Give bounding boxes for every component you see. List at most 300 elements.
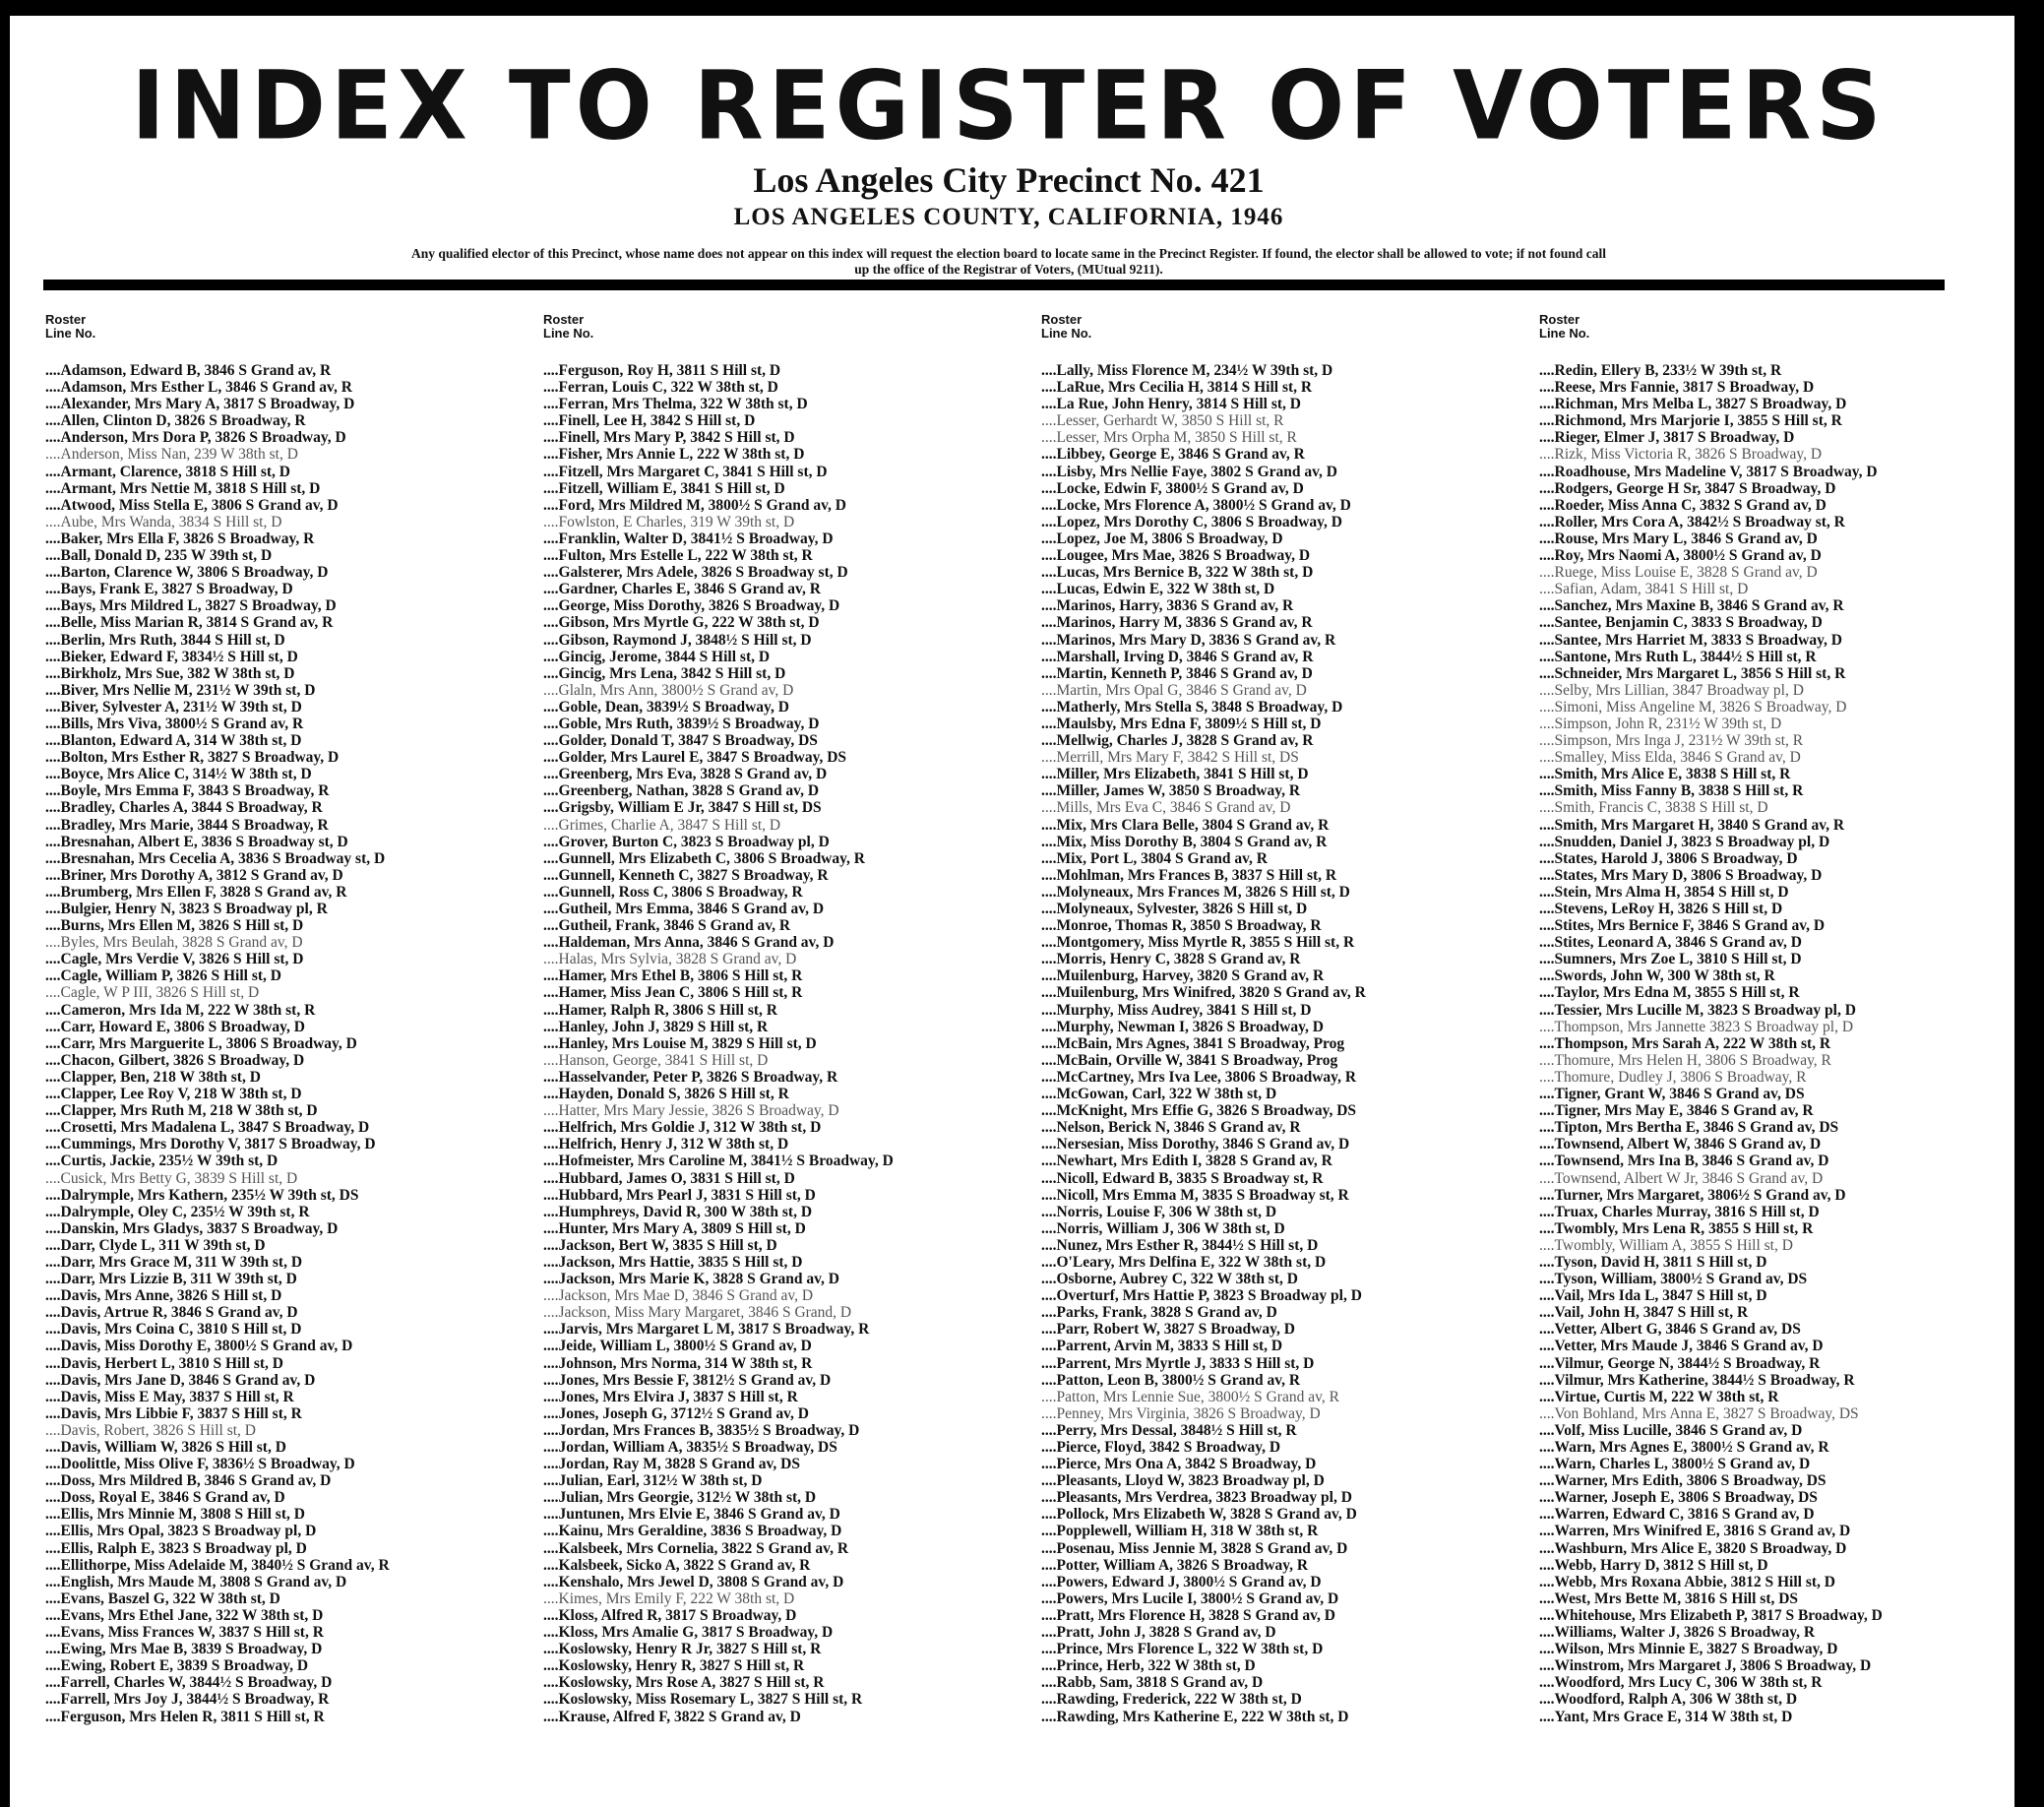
voter-entry: ....Davis, William W, 3826 S Hill st, D	[45, 1439, 286, 1456]
roster-column-3	[1041, 313, 1533, 1725]
voter-entry: ....Galsterer, Mrs Adele, 3826 S Broadway st, D	[543, 564, 848, 582]
voter-entry: ....Maulsby, Mrs Edna F, 3809½ S Hill st, D	[1041, 715, 1322, 732]
voter-entry: ....Morris, Henry C, 3828 S Grand av, R	[1041, 951, 1301, 968]
voter-entry: ....Smith, Mrs Margaret H, 3840 S Grand av, R	[1539, 816, 1845, 834]
roster-column-4	[1539, 313, 2031, 1725]
voter-entry: ....Stein, Mrs Alma H, 3854 S Hill st, D	[1539, 883, 1789, 901]
voter-entry: ....Haldeman, Mrs Anna, 3846 S Grand av, D	[543, 934, 835, 952]
voter-entry: ....Wilson, Mrs Minnie E, 3827 S Broadway, D	[1539, 1641, 1838, 1658]
voter-entry: ....Smith, Miss Fanny B, 3838 S Hill st, R	[1539, 782, 1804, 800]
voter-entry: ....Hanson, George, 3841 S Hill st, D	[543, 1051, 769, 1069]
voter-entry: ....Prince, Mrs Florence L, 322 W 38th st, D	[1041, 1641, 1324, 1658]
voter-entry: ....Farrell, Charles W, 3844½ S Broadway, D	[45, 1674, 333, 1692]
voter-entry: ....Patton, Mrs Lennie Sue, 3800½ S Grand av, R	[1041, 1388, 1339, 1405]
voter-entry: ....Rabb, Sam, 3818 S Grand av, D	[1041, 1674, 1264, 1692]
voter-entry: ....Jones, Mrs Bessie F, 3812½ S Grand av, D	[543, 1371, 832, 1389]
voter-entry: ....Koslowsky, Miss Rosemary L, 3827 S Hill st, R	[543, 1691, 863, 1709]
voter-entry: ....Washburn, Mrs Alice E, 3820 S Broadway, D	[1539, 1539, 1847, 1557]
voter-entry: ....Whitehouse, Mrs Elizabeth P, 3817 S Broadway, D	[1539, 1606, 1883, 1624]
voter-entry: ....Adamson, Edward B, 3846 S Grand av, R	[45, 362, 332, 379]
voter-entry: ....Jackson, Mrs Mae D, 3846 S Grand av, D	[543, 1287, 814, 1305]
voter-entry: ....Rizk, Miss Victoria R, 3826 S Broadway, D	[1539, 446, 1823, 464]
voter-entry: ....Greenberg, Mrs Eva, 3828 S Grand av, D	[543, 766, 828, 783]
voter-entry: ....Lesser, Gerhardt W, 3850 S Hill st, R	[1041, 412, 1284, 430]
voter-entry: ....Helfrich, Henry J, 312 W 38th st, D	[543, 1136, 789, 1153]
voter-entry: ....Jeide, William L, 3800½ S Grand av, D	[543, 1338, 812, 1355]
voter-entry: ....Vetter, Albert G, 3846 S Grand av, DS	[1539, 1321, 1801, 1339]
voter-entry: ....Thomure, Dudley J, 3806 S Broadway, R	[1539, 1068, 1807, 1086]
voter-entry: ....Lucas, Mrs Bernice B, 322 W 38th st, D	[1041, 564, 1314, 582]
voter-entry: ....Ewing, Mrs Mae B, 3839 S Broadway, D	[45, 1641, 323, 1658]
voter-entry: ....Warner, Mrs Edith, 3806 S Broadway, DS	[1539, 1472, 1827, 1490]
voter-entry: ....Vilmur, Mrs Katherine, 3844½ S Broadway, R	[1539, 1371, 1855, 1389]
column-header	[1041, 313, 1533, 341]
voter-entry: ....Mix, Miss Dorothy B, 3804 S Grand av, R	[1041, 833, 1328, 850]
voter-entry: ....Selby, Mrs Lillian, 3847 Broadway pl, D	[1539, 681, 1804, 699]
voter-entry: ....Bulgier, Henry N, 3823 S Broadway pl, R	[45, 901, 328, 917]
voter-entry: ....Gardner, Charles E, 3846 S Grand av, R	[543, 581, 821, 598]
voter-entry: ....States, Mrs Mary D, 3806 S Broadway, D	[1539, 866, 1823, 884]
voter-entry: ....Twombly, William A, 3855 S Hill st, D	[1539, 1236, 1793, 1254]
voter-entry: ....Warn, Mrs Agnes E, 3800½ S Grand av, R	[1539, 1439, 1829, 1456]
voter-entry: ....Lally, Miss Florence M, 234½ W 39th st, D	[1041, 362, 1333, 379]
voter-entry: ....Jackson, Bert W, 3835 S Hill st, D	[543, 1236, 777, 1254]
voter-entry: ....Koslowsky, Mrs Rose A, 3827 S Hill st, R	[543, 1674, 825, 1692]
voter-entry: ....Hofmeister, Mrs Caroline M, 3841½ S Broadway, D	[543, 1153, 894, 1170]
voter-entry: ....Lesser, Mrs Orpha M, 3850 S Hill st, R	[1041, 429, 1297, 447]
voter-entry: ....Reese, Mrs Fannie, 3817 S Broadway, D	[1539, 379, 1815, 397]
voter-entry: ....States, Harold J, 3806 S Broadway, D	[1539, 849, 1798, 867]
voter-entry: ....Yant, Mrs Grace E, 314 W 38th st, D	[1539, 1708, 1793, 1725]
voter-entry: ....Evans, Miss Frances W, 3837 S Hill st, R	[45, 1624, 324, 1642]
voter-entry: ....Kalsbeek, Sicko A, 3822 S Grand av, R	[543, 1556, 811, 1574]
voter-entry: ....Fulton, Mrs Estelle L, 222 W 38th st, R	[543, 547, 813, 565]
voter-entry: ....Mohlman, Mrs Frances B, 3837 S Hill st, R	[1041, 866, 1337, 884]
voter-list	[543, 362, 1035, 1725]
voter-entry: ....Richmond, Mrs Marjorie I, 3855 S Hill st, R	[1539, 412, 1842, 430]
voter-entry: ....Atwood, Miss Stella E, 3806 S Grand av, D	[45, 496, 339, 514]
voter-entry: ....Kenshalo, Mrs Jewel D, 3808 S Grand av, D	[543, 1573, 844, 1590]
voter-entry: ....Parks, Frank, 3828 S Grand av, D	[1041, 1304, 1277, 1322]
voter-entry: ....Santee, Benjamin C, 3833 S Broadway, D	[1539, 614, 1823, 632]
voter-entry: ....Bays, Mrs Mildred L, 3827 S Broadway, D	[45, 597, 337, 615]
voter-entry: ....LaRue, Mrs Cecilia H, 3814 S Hill st, R	[1041, 379, 1313, 397]
voter-entry: ....Vail, John H, 3847 S Hill st, R	[1539, 1304, 1749, 1322]
voter-entry: ....Tyson, William, 3800½ S Grand av, DS	[1539, 1271, 1808, 1288]
voter-entry: ....Carr, Howard E, 3806 S Broadway, D	[45, 1018, 305, 1035]
column-header-roster: Roster	[45, 312, 87, 327]
column-header-line-no: Line No.	[1539, 326, 1590, 341]
voter-entry: ....Jarvis, Mrs Margaret L M, 3817 S Broadway, R	[543, 1321, 870, 1339]
precinct-subtitle: Los Angeles City Precinct No. 421	[753, 160, 1265, 200]
voter-entry: ....Danskin, Mrs Gladys, 3837 S Broadway, D	[45, 1219, 339, 1237]
voter-entry: ....Simpson, John R, 231½ W 39th st, D	[1539, 715, 1782, 732]
voter-entry: ....Newhart, Mrs Edith I, 3828 S Grand av, R	[1041, 1153, 1332, 1170]
voter-entry: ....Fowlston, E Charles, 319 W 39th st, D	[543, 513, 795, 530]
voter-entry: ....Gutheil, Mrs Emma, 3846 S Grand av, D	[543, 901, 825, 917]
voter-entry: ....Tipton, Mrs Bertha E, 3846 S Grand av, DS	[1539, 1119, 1839, 1137]
voter-entry: ....Clapper, Ben, 218 W 38th st, D	[45, 1068, 261, 1086]
voter-entry: ....Fisher, Mrs Annie L, 222 W 38th st, D	[543, 446, 805, 464]
voter-entry: ....Von Bohland, Mrs Anna E, 3827 S Broadway, DS	[1539, 1404, 1859, 1422]
voter-entry: ....Pratt, John J, 3828 S Grand av, D	[1041, 1624, 1276, 1642]
voter-entry: ....Ferran, Mrs Thelma, 322 W 38th st, D	[543, 396, 808, 413]
voter-entry: ....La Rue, John Henry, 3814 S Hill st, D	[1041, 396, 1301, 413]
voter-entry: ....Rawding, Mrs Katherine E, 222 W 38th st, D	[1041, 1708, 1349, 1725]
voter-entry: ....Jackson, Miss Mary Margaret, 3846 S Grand, D	[543, 1304, 852, 1322]
voter-entry: ....Sumners, Mrs Zoe L, 3810 S Hill st, D	[1539, 951, 1802, 968]
voter-entry: ....Gunnell, Kenneth C, 3827 S Broadway, R	[543, 866, 829, 884]
voter-entry: ....Lougee, Mrs Mae, 3826 S Broadway, D	[1041, 547, 1311, 565]
voter-entry: ....Penney, Mrs Virginia, 3826 S Broadway, D	[1041, 1404, 1321, 1422]
voter-entry: ....Halas, Mrs Sylvia, 3828 S Grand av, D	[543, 951, 797, 968]
voter-entry: ....Mellwig, Charles J, 3828 S Grand av, R	[1041, 732, 1314, 750]
voter-entry: ....Gutheil, Frank, 3846 S Grand av, R	[543, 917, 791, 935]
voter-entry: ....Volf, Miss Lucille, 3846 S Grand av, D	[1539, 1421, 1803, 1439]
voter-entry: ....George, Miss Dorothy, 3826 S Broadway, D	[543, 597, 840, 615]
column-header-roster: Roster	[1041, 312, 1083, 327]
voter-entry: ....Nicoll, Mrs Emma M, 3835 S Broadway st, R	[1041, 1186, 1349, 1204]
voter-entry: ....Davis, Miss Dorothy E, 3800½ S Grand av, D	[45, 1338, 353, 1355]
voter-entry: ....Gincig, Jerome, 3844 S Hill st, D	[543, 648, 771, 665]
voter-entry: ....Hamer, Ralph R, 3806 S Hill st, R	[543, 1001, 777, 1019]
voter-entry: ....Bresnahan, Albert E, 3836 S Broadway st, D	[45, 833, 348, 850]
voter-entry: ....Julian, Earl, 312½ W 38th st, D	[543, 1472, 763, 1490]
voter-entry: ....Clapper, Mrs Ruth M, 218 W 38th st, D	[45, 1102, 318, 1120]
voter-entry: ....Barton, Clarence W, 3806 S Broadway, D	[45, 564, 329, 582]
voter-entry: ....Cusick, Mrs Betty G, 3839 S Hill st, D	[45, 1169, 298, 1187]
voter-entry: ....Doolittle, Miss Olive F, 3836½ S Broadway, D	[45, 1456, 355, 1473]
voter-entry: ....Mills, Mrs Eva C, 3846 S Grand av, D	[1041, 799, 1291, 817]
voter-entry: ....Stites, Leonard A, 3846 S Grand av, D	[1539, 934, 1802, 952]
voter-entry: ....Crosetti, Mrs Madalena L, 3847 S Broadway, D	[45, 1119, 370, 1137]
voter-entry: ....Ferran, Louis C, 322 W 38th st, D	[543, 379, 778, 397]
voter-entry: ....Evans, Mrs Ethel Jane, 322 W 38th st, D	[45, 1606, 324, 1624]
voter-entry: ....Mix, Port L, 3804 S Grand av, R	[1041, 849, 1268, 867]
voter-entry: ....Murphy, Miss Audrey, 3841 S Hill st, D	[1041, 1001, 1312, 1019]
voter-entry: ....Cagle, William P, 3826 S Hill st, D	[45, 967, 281, 985]
voter-entry: ....Nersesian, Miss Dorothy, 3846 S Grand av, D	[1041, 1136, 1350, 1153]
voter-entry: ....Darr, Clyde L, 311 W 39th st, D	[45, 1236, 266, 1254]
column-header-roster: Roster	[1539, 312, 1580, 327]
voter-entry: ....Grigsby, William E Jr, 3847 S Hill st, DS	[543, 799, 822, 817]
voter-entry: ....Belle, Miss Marian R, 3814 S Grand av, R	[45, 614, 334, 632]
voter-entry: ....Goble, Mrs Ruth, 3839½ S Broadway, D	[543, 715, 820, 732]
voter-entry: ....Johnson, Mrs Norma, 314 W 38th st, R	[543, 1354, 813, 1372]
voter-entry: ....Pierce, Floyd, 3842 S Broadway, D	[1041, 1439, 1281, 1456]
voter-entry: ....Ewing, Robert E, 3839 S Broadway, D	[45, 1657, 309, 1675]
voter-entry: ....West, Mrs Bette M, 3816 S Hill st, DS	[1539, 1589, 1799, 1607]
voter-entry: ....Miller, James W, 3850 S Broadway, R	[1041, 782, 1301, 800]
voter-entry: ....Jordan, Ray M, 3828 S Grand av, DS	[543, 1456, 800, 1473]
voter-entry: ....Ellithorpe, Miss Adelaide M, 3840½ S Grand av, R	[45, 1556, 390, 1574]
voter-entry: ....Muilenburg, Mrs Winifred, 3820 S Grand av, R	[1041, 984, 1366, 1002]
page-title: INDEX TO REGISTER OF VOTERS	[131, 50, 1887, 161]
voter-entry: ....Helfrich, Mrs Goldie J, 312 W 38th st, D	[543, 1119, 822, 1137]
voter-entry: ....Warn, Charles L, 3800½ S Grand av, D	[1539, 1456, 1811, 1473]
voter-entry: ....Townsend, Albert W, 3846 S Grand av, D	[1539, 1136, 1822, 1153]
voter-entry: ....Rouse, Mrs Mary L, 3846 S Grand av, D	[1539, 530, 1818, 547]
voter-notice: Any qualified elector of this Precinct, whose name does not appear on this index will request the election board to locate same in the Precinct Register. If found, the elector shall be allowed to vote; if not found call up the office of the Registrar of Voters, (MUtual 9211).	[410, 246, 1607, 277]
voter-entry: ....Bolton, Mrs Esther R, 3827 S Broadway, D	[45, 749, 340, 767]
voter-entry: ....Koslowsky, Henry R Jr, 3827 S Hill st, R	[543, 1641, 822, 1658]
voter-entry: ....Redin, Ellery B, 233½ W 39th st, R	[1539, 362, 1782, 379]
voter-entry: ....Nelson, Berick N, 3846 S Grand av, R	[1041, 1119, 1301, 1137]
voter-entry: ....Libbey, George E, 3846 S Grand av, R	[1041, 446, 1305, 464]
voter-entry: ....Kalsbeek, Mrs Cornelia, 3822 S Grand av, R	[543, 1539, 849, 1557]
voter-entry: ....Humphreys, David R, 300 W 38th st, D	[543, 1203, 813, 1220]
voter-entry: ....Perry, Mrs Dessal, 3848½ S Hill st, R	[1041, 1421, 1297, 1439]
voter-entry: ....Davis, Miss E May, 3837 S Hill st, R	[45, 1388, 294, 1405]
voter-entry: ....Pierce, Mrs Ona A, 3842 S Broadway, D	[1041, 1456, 1317, 1473]
voter-entry: ....Turner, Mrs Margaret, 3806½ S Grand av, D	[1539, 1186, 1846, 1204]
voter-entry: ....Bays, Frank E, 3827 S Broadway, D	[45, 581, 293, 598]
voter-entry: ....Ruege, Miss Louise E, 3828 S Grand av, D	[1539, 564, 1818, 582]
voter-entry: ....Sanchez, Mrs Maxine B, 3846 S Grand av, R	[1539, 597, 1844, 615]
voter-entry: ....Lisby, Mrs Nellie Faye, 3802 S Grand av, D	[1041, 463, 1337, 480]
voter-entry: ....Montgomery, Miss Myrtle R, 3855 S Hill st, R	[1041, 934, 1355, 952]
voter-entry: ....Jordan, Mrs Frances B, 3835½ S Broadway, D	[543, 1421, 860, 1439]
voter-entry: ....Roller, Mrs Cora A, 3842½ S Broadway st, R	[1539, 513, 1845, 530]
voter-entry: ....Clapper, Lee Roy V, 218 W 38th st, D	[45, 1086, 302, 1103]
voter-entry: ....Krause, Alfred F, 3822 S Grand av, D	[543, 1708, 801, 1725]
voter-entry: ....Gunnell, Mrs Elizabeth C, 3806 S Broadway, R	[543, 849, 865, 867]
voter-entry: ....Molyneaux, Mrs Frances M, 3826 S Hill st, D	[1041, 883, 1350, 901]
voter-entry: ....Townsend, Mrs Ina B, 3846 S Grand av, D	[1539, 1153, 1829, 1170]
voter-entry: ....Gibson, Raymond J, 3848½ S Hill st, D	[543, 631, 812, 649]
voter-entry: ....Dalrymple, Mrs Kathern, 235½ W 39th st, DS	[45, 1186, 359, 1204]
voter-entry: ....Biver, Sylvester A, 231½ W 39th st, D	[45, 698, 302, 716]
voter-entry: ....McBain, Orville W, 3841 S Broadway, Prog	[1041, 1051, 1338, 1069]
voter-entry: ....McGowan, Carl, 322 W 38th st, D	[1041, 1086, 1277, 1103]
voter-entry: ....Martin, Kenneth P, 3846 S Grand av, D	[1041, 664, 1313, 682]
voter-entry: ....Byles, Mrs Beulah, 3828 S Grand av, D	[45, 934, 303, 952]
voter-entry: ....Popplewell, William H, 318 W 38th st, R	[1041, 1523, 1319, 1540]
voter-entry: ....Rieger, Elmer J, 3817 S Broadway, D	[1539, 429, 1795, 447]
voter-entry: ....McCartney, Mrs Iva Lee, 3806 S Broadway, R	[1041, 1068, 1357, 1086]
voter-entry: ....Bradley, Charles A, 3844 S Broadway, R	[45, 799, 323, 817]
voter-entry: ....Richman, Mrs Melba L, 3827 S Broadway, D	[1539, 396, 1847, 413]
voter-entry: ....Smalley, Miss Elda, 3846 S Grand av, D	[1539, 749, 1801, 767]
voter-entry: ....Snudden, Daniel J, 3823 S Broadway pl, D	[1539, 833, 1830, 850]
voter-entry: ....Potter, William A, 3826 S Broadway, R	[1041, 1556, 1309, 1574]
voter-entry: ....Davis, Mrs Libbie F, 3837 S Hill st, R	[45, 1404, 302, 1422]
voter-entry: ....Blanton, Edward A, 314 W 38th st, D	[45, 732, 302, 750]
voter-entry: ....Boyle, Mrs Emma F, 3843 S Broadway, R	[45, 782, 330, 800]
voter-entry: ....Cagle, W P III, 3826 S Hill st, D	[45, 984, 260, 1002]
voter-entry: ....Gunnell, Ross C, 3806 S Broadway, R	[543, 883, 803, 901]
voter-entry: ....Jones, Mrs Elvira J, 3837 S Hill st, R	[543, 1388, 798, 1405]
voter-entry: ....Hatter, Mrs Mary Jessie, 3826 S Broadway, D	[543, 1102, 839, 1120]
voter-entry: ....Patton, Leon B, 3800½ S Grand av, R	[1041, 1371, 1301, 1389]
voter-entry: ....Norris, William J, 306 W 38th st, D	[1041, 1219, 1285, 1237]
voter-entry: ....O'Leary, Mrs Delfina E, 322 W 38th st, D	[1041, 1253, 1327, 1271]
voter-entry: ....Gincig, Mrs Lena, 3842 S Hill st, D	[543, 664, 786, 682]
column-header	[543, 313, 1035, 341]
voter-entry: ....Davis, Mrs Coina C, 3810 S Hill st, D	[45, 1321, 302, 1339]
voter-entry: ....Vilmur, George N, 3844½ S Broadway, R	[1539, 1354, 1821, 1372]
voter-entry: ....Woodford, Mrs Lucy C, 306 W 38th st, R	[1539, 1674, 1823, 1692]
voter-entry: ....Alexander, Mrs Mary A, 3817 S Broadway, D	[45, 396, 355, 413]
voter-entry: ....Simpson, Mrs Inga J, 231½ W 39th st, R	[1539, 732, 1804, 750]
voter-entry: ....Ball, Donald D, 235 W 39th st, D	[45, 547, 273, 565]
voter-entry: ....Juntunen, Mrs Elvie E, 3846 S Grand av, D	[543, 1506, 840, 1524]
voter-entry: ....Matherly, Mrs Stella S, 3848 S Broadway, D	[1041, 698, 1343, 716]
voter-entry: ....Hanley, Mrs Louise M, 3829 S Hill st, D	[543, 1034, 817, 1052]
voter-entry: ....Franklin, Walter D, 3841½ S Broadway, D	[543, 530, 834, 547]
voter-entry: ....Warren, Mrs Winifred E, 3816 S Grand av, D	[1539, 1523, 1851, 1540]
voter-entry: ....Adamson, Mrs Esther L, 3846 S Grand av, R	[45, 379, 352, 397]
voter-entry: ....Murphy, Newman I, 3826 S Broadway, D	[1041, 1018, 1324, 1035]
voter-entry: ....Ellis, Mrs Opal, 3823 S Broadway pl, D	[45, 1523, 317, 1540]
voter-entry: ....Tigner, Grant W, 3846 S Grand av, DS	[1539, 1086, 1805, 1103]
voter-entry: ....Biver, Mrs Nellie M, 231½ W 39th st, D	[45, 681, 316, 699]
voter-entry: ....Anderson, Mrs Dora P, 3826 S Broadway, D	[45, 429, 346, 447]
voter-entry: ....Marinos, Harry, 3836 S Grand av, R	[1041, 597, 1294, 615]
voter-entry: ....Armant, Clarence, 3818 S Hill st, D	[45, 463, 290, 480]
voter-entry: ....Parrent, Mrs Myrtle J, 3833 S Hill st, D	[1041, 1354, 1315, 1372]
voter-entry: ....Aube, Mrs Wanda, 3834 S Hill st, D	[45, 513, 282, 530]
voter-entry: ....Santone, Mrs Ruth L, 3844½ S Hill st, R	[1539, 648, 1817, 665]
voter-entry: ....Pollock, Mrs Elizabeth W, 3828 S Grand av, D	[1041, 1506, 1357, 1524]
voter-entry: ....Rodgers, George H Sr, 3847 S Broadway, D	[1539, 479, 1836, 497]
roster-column-2	[543, 313, 1035, 1725]
voter-entry: ....Darr, Mrs Grace M, 311 W 39th st, D	[45, 1253, 303, 1271]
voter-entry: ....Molyneaux, Sylvester, 3826 S Hill st, D	[1041, 901, 1308, 917]
voter-entry: ....Hayden, Donald S, 3826 S Hill st, R	[543, 1086, 789, 1103]
voter-entry: ....Davis, Herbert L, 3810 S Hill st, D	[45, 1354, 283, 1372]
voter-entry: ....Berlin, Mrs Ruth, 3844 S Hill st, D	[45, 631, 285, 649]
voter-entry: ....Marshall, Irving D, 3846 S Grand av, R	[1041, 648, 1314, 665]
voter-entry: ....Mix, Mrs Clara Belle, 3804 S Grand av, R	[1041, 816, 1330, 834]
voter-entry: ....Armant, Mrs Nettie M, 3818 S Hill st, D	[45, 479, 321, 497]
voter-entry: ....Williams, Walter J, 3826 S Broadway, R	[1539, 1624, 1816, 1642]
voter-entry: ....Dalrymple, Oley C, 235½ W 39th st, R	[45, 1203, 310, 1220]
voter-entry: ....Baker, Mrs Ella F, 3826 S Broadway, R	[45, 530, 315, 547]
voter-entry: ....Cummings, Mrs Dorothy V, 3817 S Broadway, D	[45, 1136, 376, 1153]
voter-entry: ....Posenau, Miss Jennie M, 3828 S Grand av, D	[1041, 1539, 1348, 1557]
voter-entry: ....Fitzell, William E, 3841 S Hill st, D	[543, 479, 785, 497]
voter-entry: ....Stevens, LeRoy H, 3826 S Hill st, D	[1539, 901, 1783, 917]
voter-entry: ....Ford, Mrs Mildred M, 3800½ S Grand av, D	[543, 496, 846, 514]
voter-entry: ....Thompson, Mrs Jannette 3823 S Broadway pl, D	[1539, 1018, 1854, 1035]
voter-entry: ....Bresnahan, Mrs Cecelia A, 3836 S Broadway st, D	[45, 849, 386, 867]
voter-entry: ....Kainu, Mrs Geraldine, 3836 S Broadway, D	[543, 1523, 842, 1540]
column-header-line-no: Line No.	[45, 326, 96, 341]
voter-entry: ....Koslowsky, Henry R, 3827 S Hill st, R	[543, 1657, 805, 1675]
voter-entry: ....Locke, Edwin F, 3800½ S Grand av, D	[1041, 479, 1304, 497]
voter-entry: ....Schneider, Mrs Margaret L, 3856 S Hill st, R	[1539, 664, 1846, 682]
voter-entry: ....Hamer, Mrs Ethel B, 3806 S Hill st, R	[543, 967, 803, 985]
voter-entry: ....Tigner, Mrs May E, 3846 S Grand av, R	[1539, 1102, 1814, 1120]
voter-entry: ....Finell, Mrs Mary P, 3842 S Hill st, D	[543, 429, 795, 447]
voter-entry: ....Bradley, Mrs Marie, 3844 S Broadway, R	[45, 816, 329, 834]
voter-entry: ....Winstrom, Mrs Margaret J, 3806 S Broadway, D	[1539, 1657, 1872, 1675]
voter-entry: ....Roeder, Miss Anna C, 3832 S Grand av, D	[1539, 496, 1827, 514]
voter-entry: ....Chacon, Gilbert, 3826 S Broadway, D	[45, 1051, 305, 1069]
voter-list	[45, 362, 537, 1725]
voter-entry: ....Warner, Joseph E, 3806 S Broadway, DS	[1539, 1489, 1818, 1507]
voter-entry: ....Santee, Mrs Harriet M, 3833 S Broadway, D	[1539, 631, 1842, 649]
voter-entry: ....Thomure, Mrs Helen H, 3806 S Broadway, R	[1539, 1051, 1831, 1069]
voter-entry: ....Kloss, Mrs Amalie G, 3817 S Broadway, D	[543, 1624, 834, 1642]
voter-entry: ....Doss, Royal E, 3846 S Grand av, D	[45, 1489, 285, 1507]
voter-entry: ....Truax, Charles Murray, 3816 S Hill st, D	[1539, 1203, 1820, 1220]
voter-entry: ....Webb, Mrs Roxana Abbie, 3812 S Hill st, D	[1539, 1573, 1835, 1590]
voter-entry: ....Ellis, Mrs Minnie M, 3808 S Hill st, D	[45, 1506, 305, 1524]
voter-entry: ....Davis, Artrue R, 3846 S Grand av, D	[45, 1304, 298, 1322]
voter-entry: ....Burns, Mrs Ellen M, 3826 S Hill st, D	[45, 917, 304, 935]
voter-entry: ....Smith, Francis C, 3838 S Hill st, D	[1539, 799, 1768, 817]
voter-entry: ....Pratt, Mrs Florence H, 3828 S Grand av, D	[1041, 1606, 1335, 1624]
voter-entry: ....Pleasants, Mrs Verdrea, 3823 Broadway pl, D	[1041, 1489, 1352, 1507]
voter-entry: ....Julian, Mrs Georgie, 312½ W 38th st, D	[543, 1489, 817, 1507]
voter-entry: ....Tessier, Mrs Lucille M, 3823 S Broadway pl, D	[1539, 1001, 1856, 1019]
header-rule	[43, 280, 1945, 290]
voter-entry: ....Warren, Edward C, 3816 S Grand av, D	[1539, 1506, 1815, 1524]
voter-entry: ....Townsend, Albert W Jr, 3846 S Grand av, D	[1539, 1169, 1824, 1187]
column-header-line-no: Line No.	[1041, 326, 1092, 341]
voter-entry: ....Safian, Adam, 3841 S Hill st, D	[1539, 581, 1749, 598]
voter-entry: ....Cagle, Mrs Verdie V, 3826 S Hill st, D	[45, 951, 304, 968]
voter-entry: ....Woodford, Ralph A, 306 W 38th st, D	[1539, 1691, 1798, 1709]
voter-entry: ....Powers, Edward J, 3800½ S Grand av, D	[1041, 1573, 1322, 1590]
voter-entry: ....Briner, Mrs Dorothy A, 3812 S Grand av, D	[45, 866, 343, 884]
voter-entry: ....English, Mrs Maude M, 3808 S Grand av, D	[45, 1573, 347, 1590]
voter-entry: ....Rawding, Frederick, 222 W 38th st, D	[1041, 1691, 1302, 1709]
voter-entry: ....Ellis, Ralph E, 3823 S Broadway pl, D	[45, 1539, 307, 1557]
voter-entry: ....Davis, Robert, 3826 S Hill st, D	[45, 1421, 256, 1439]
voter-entry: ....Martin, Mrs Opal G, 3846 S Grand av, D	[1041, 681, 1307, 699]
voter-entry: ....Gibson, Mrs Myrtle G, 222 W 38th st, D	[543, 614, 820, 632]
column-header-roster: Roster	[543, 312, 585, 327]
voter-entry: ....Curtis, Jackie, 235½ W 39th st, D	[45, 1153, 279, 1170]
voter-entry: ....Roadhouse, Mrs Madeline V, 3817 S Broadway, D	[1539, 463, 1878, 480]
voter-entry: ....Lucas, Edwin E, 322 W 38th st, D	[1041, 581, 1275, 598]
voter-entry: ....Hanley, John J, 3829 S Hill st, R	[543, 1018, 769, 1035]
voter-entry: ....Boyce, Mrs Alice C, 314½ W 38th st, D	[45, 766, 312, 783]
voter-entry: ....Kimes, Mrs Emily F, 222 W 38th st, D	[543, 1589, 795, 1607]
document-header	[0, 50, 2017, 278]
voter-entry: ....Fitzell, Mrs Margaret C, 3841 S Hill st, D	[543, 463, 828, 480]
voter-entry: ....Lopez, Joe M, 3806 S Broadway, D	[1041, 530, 1283, 547]
voter-entry: ....Miller, Mrs Elizabeth, 3841 S Hill st, D	[1041, 766, 1309, 783]
voter-entry: ....Jordan, William A, 3835½ S Broadway, DS	[543, 1439, 837, 1456]
voter-entry: ....Parr, Robert W, 3827 S Broadway, D	[1041, 1321, 1295, 1339]
voter-entry: ....Hubbard, Mrs Pearl J, 3831 S Hill st, D	[543, 1186, 816, 1204]
voter-entry: ....Swords, John W, 300 W 38th st, R	[1539, 967, 1775, 985]
voter-entry: ....Nunez, Mrs Esther R, 3844½ S Hill st, D	[1041, 1236, 1319, 1254]
voter-entry: ....Lopez, Mrs Dorothy C, 3806 S Broadway, D	[1041, 513, 1342, 530]
voter-entry: ....Darr, Mrs Lizzie B, 311 W 39th st, D	[45, 1271, 297, 1288]
voter-entry: ....Thompson, Mrs Sarah A, 222 W 38th st, R	[1539, 1034, 1831, 1052]
voter-entry: ....Brumberg, Mrs Ellen F, 3828 S Grand av, R	[45, 883, 347, 901]
voter-entry: ....Hasselvander, Peter P, 3826 S Broadway, R	[543, 1068, 838, 1086]
voter-entry: ....Greenberg, Nathan, 3828 S Grand av, D	[543, 782, 820, 800]
voter-entry: ....Webb, Harry D, 3812 S Hill st, D	[1539, 1556, 1768, 1574]
voter-entry: ....Birkholz, Mrs Sue, 382 W 38th st, D	[45, 664, 295, 682]
voter-entry: ....Marinos, Harry M, 3836 S Grand av, R	[1041, 614, 1313, 632]
voter-entry: ....Locke, Mrs Florence A, 3800½ S Grand av, D	[1041, 496, 1351, 514]
voter-entry: ....Hamer, Miss Jean C, 3806 S Hill st, R	[543, 984, 803, 1002]
voter-entry: ....Osborne, Aubrey C, 322 W 38th st, D	[1041, 1271, 1298, 1288]
voter-entry: ....Tyson, David H, 3811 S Hill st, D	[1539, 1253, 1767, 1271]
voter-entry: ....Bieker, Edward F, 3834½ S Hill st, D	[45, 648, 298, 665]
voter-list	[1041, 362, 1533, 1725]
voter-entry: ....Goble, Dean, 3839½ S Broadway, D	[543, 698, 789, 716]
voter-entry: ....Smith, Mrs Alice E, 3838 S Hill st, R	[1539, 766, 1791, 783]
voter-entry: ....Merrill, Mrs Mary F, 3842 S Hill st, DS	[1041, 749, 1299, 767]
